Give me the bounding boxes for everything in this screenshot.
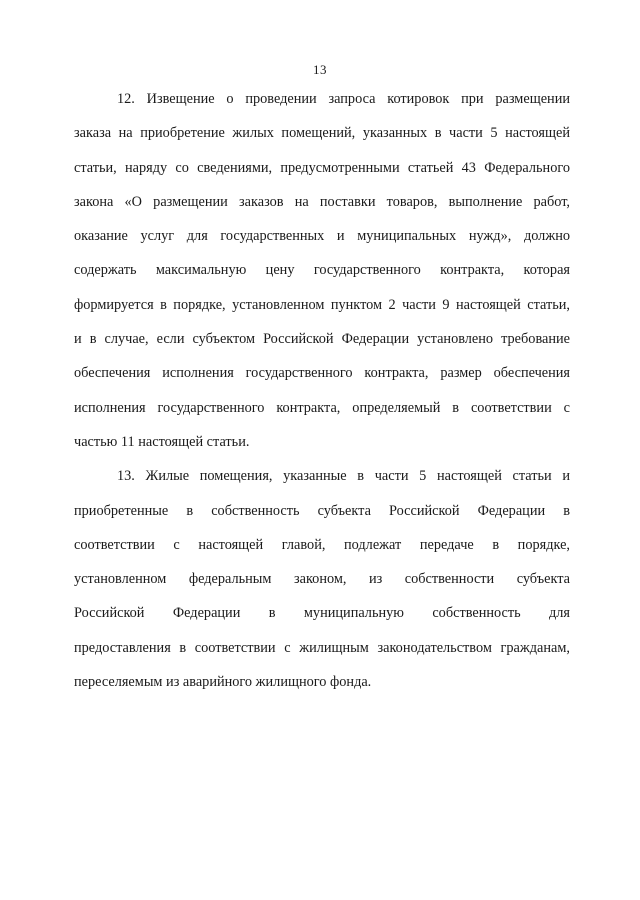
paragraph-line: приобретенные в собственность субъекта Российской Федерации в (74, 502, 570, 519)
paragraph-line: исполнения государственного контракта, определяемый в соответствии с (74, 399, 570, 416)
paragraph-line: содержать максимальную цену государственного контракта, которая (74, 262, 570, 279)
paragraph-line: и в случае, если субъектом Российской Федерации установлено требование (74, 331, 570, 348)
paragraph-line: закона «О размещении заказов на поставки товаров, выполнение работ, (74, 193, 570, 210)
paragraph-line: частью 11 настоящей статьи. (74, 433, 250, 450)
paragraph-line: заказа на приобретение жилых помещений, указанных в части 5 настоящей (74, 125, 570, 142)
paragraph-line: статьи, наряду со сведениями, предусмотренными статьей 43 Федерального (74, 159, 570, 176)
paragraph-line: соответствии с настоящей главой, подлежат передаче в порядке, (74, 536, 570, 553)
paragraph-line: формируется в порядке, установленном пунктом 2 части 9 настоящей статьи, (74, 296, 570, 313)
paragraph-line: обеспечения исполнения государственного контракта, размер обеспечения (74, 365, 570, 382)
paragraph-12 (74, 82, 570, 459)
paragraph-line: 12. Извещение о проведении запроса котировок при размещении (117, 91, 570, 107)
paragraph-line: оказание услуг для государственных и муниципальных нужд», должно (74, 228, 570, 245)
paragraph-13 (74, 459, 570, 699)
document-body (74, 82, 570, 699)
page-number: 13 (313, 62, 327, 77)
paragraph-line: переселяемым из аварийного жилищного фонда. (74, 674, 372, 691)
paragraph-line: установленном федеральным законом, из собственности субъекта (74, 571, 570, 588)
paragraph-line: 13. Жилые помещения, указанные в части 5 настоящей статьи и (117, 468, 570, 485)
paragraph-line: Российской Федерации в муниципальную собственность для (74, 605, 570, 622)
paragraph-line: предоставления в соответствии с жилищным законодательством гражданам, (74, 639, 570, 656)
